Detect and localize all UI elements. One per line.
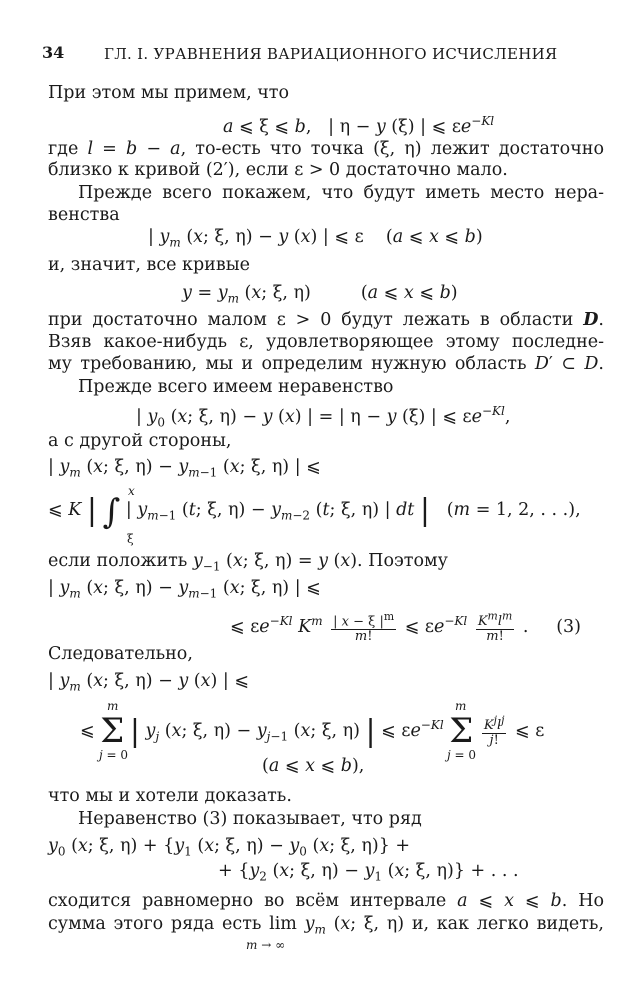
- formula-line-2: a ⩽ ξ ⩽ b, | η − y (ξ) | ⩽ $\varepsilon e^{-Kl}$: [223, 114, 495, 137]
- formula-line-16: | $y_m$ (x; ξ, $\eta) - y_{m-1}$ (x; ξ, η) | ⩽: [48, 457, 321, 480]
- formula-line-14: | $y_0$ (x; ξ, η) − y (x) | = | η − y (ξ) | ⩽ $\varepsilon e^{-Kl}$,: [136, 404, 511, 430]
- formula-line-9: $y = y_m$ (x; ξ, η) (a ⩽ x ⩽ b): [182, 283, 458, 306]
- text-line-12: му требованию, мы и определим нужную область D′ ⊂ D.: [48, 354, 604, 374]
- sum2-upper: m: [455, 699, 467, 713]
- integral-lower-limit: ξ: [127, 532, 134, 546]
- text-line-6: венства: [48, 205, 120, 225]
- formula-line-17: ⩽ K | ∫ | $y_{m-1}$ (t; ξ, $\eta) - y_{m-2}$ (t; ξ, η) | dt | (m = 1, 2, . . .),: [48, 492, 581, 532]
- text-line-3: где l = b − a, то-есть что точка (ξ, η) лежит достаточно: [48, 139, 604, 159]
- text-line-29: сходится равномерно во всём интервале a ⩽ x ⩽ b. Но: [48, 891, 604, 911]
- sum1-upper: m: [107, 699, 119, 713]
- formula-line-22: | $y_m$ (x; ξ, η) − y (x) | ⩽: [48, 671, 250, 694]
- text-line-25: что мы и хотели доказать.: [48, 786, 292, 806]
- limit-subscript: m → ∞: [246, 938, 286, 952]
- text-line-5: Прежде всего покажем, что будут иметь место нера-: [78, 183, 604, 203]
- text-line-10: при достаточно малом ε > 0 будут лежать в области D.: [48, 310, 604, 330]
- text-line-21: Следовательно,: [48, 644, 193, 664]
- formula-line-7: | $y_m$ (x; ξ, η) − y (x) | ⩽ ε (a ⩽ x ⩽ b): [148, 227, 483, 250]
- running-title: ГЛ. I. УРАВНЕНИЯ ВАРИАЦИОННОГО ИСЧИСЛЕНИЯ: [104, 45, 558, 63]
- text-line-18: если положить $y_{-1}$ (x; ξ, η) = y (x). Поэтому: [48, 551, 448, 574]
- text-line-30: сумма этого ряда есть $\lim y_m$ (x; ξ, η) и, как легко видеть,: [48, 914, 604, 937]
- text-line-8: и, значит, все кривые: [48, 255, 250, 275]
- integral-upper-limit: x: [128, 484, 135, 498]
- formula-line-20: ⩽ $\varepsilon e^{-Kl}$ $K^m$ $\frac{| x - \xi |^m}{m!}$ ⩽ $\varepsilon e^{-Kl}$ $K^ml^m$ m! . (3): [230, 610, 581, 645]
- formula-line-23: ⩽ Σ | $y_j$ (x; ξ, $\eta) - y_{j-1}$ (x; ξ, η) | ⩽ $\varepsilon e^{-Kl}$ Σ $K^jl^j$ j! ⩽ ε: [80, 710, 545, 751]
- text-line-1: При этом мы примем, что: [48, 83, 290, 103]
- text-line-13: Прежде всего имеем неравенство: [78, 377, 394, 397]
- text-line-11: Взяв какое-нибудь ε, удовлетворяющее этому последне-: [48, 332, 604, 352]
- formula-line-28: + {$y_2$ (x; ξ, $\eta) - y_1$ (x; ξ, η)} + . . .: [218, 861, 519, 884]
- text-line-15: а с другой стороны,: [48, 431, 232, 451]
- page-number: 34: [42, 43, 65, 62]
- formula-line-27: $y_0$ (x; ξ, $\eta) + \{y_1$ (x; ξ, $\eta) - y_0$ (x; ξ, η)} +: [48, 836, 411, 859]
- formula-line-19: | $y_m$ (x; ξ, $\eta) - y_{m-1}$ (x; ξ, η) | ⩽: [48, 578, 321, 601]
- sum2-lower: j = 0: [447, 748, 477, 762]
- text-line-4: близко к кривой (2′), если ε > 0 достаточно мало.: [48, 160, 508, 180]
- text-line-26: Неравенство (3) показывает, что ряд: [78, 809, 422, 829]
- formula-line-24: (a ⩽ x ⩽ b),: [262, 756, 365, 776]
- sum1-lower: j = 0: [99, 748, 129, 762]
